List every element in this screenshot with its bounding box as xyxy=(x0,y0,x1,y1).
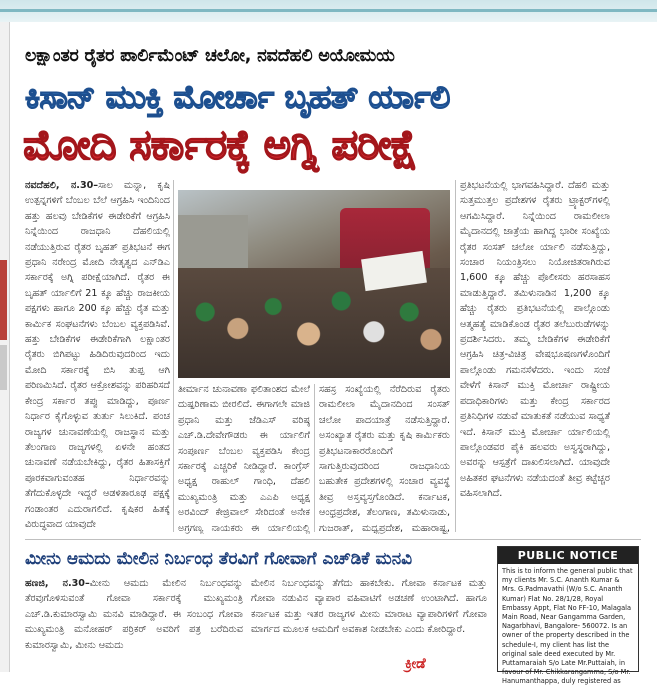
public-notice-body: This is to inform the general public that my clients Mr. S.C. Ananth Kumar & Mrs. G.Padmavathi (W/o S.C. Ananth Kumar) Flat No. 28/1/28, Royal Embassy Appt, Flat No FF-10, Malagala Main Road, Near Gangamma Garden, Nagarbhavi, Bangalore- 560072. Is an owner of the property described in the schedule-I, my client has list the original sale deed executed by Mr. Puttamaraiah S/o Late Mr.Puttaiah, in favour of Mr. Chikkarangamma, S/o Mr. Hanumanthappa, duly registered as xyxy=(502,567,633,686)
article-column-4 xyxy=(460,178,610,533)
adjacent-page-grey-strip xyxy=(0,345,7,390)
column-divider xyxy=(314,384,315,532)
sub-story-dateline: ಹಣಜಿ, ನ.30– xyxy=(25,578,90,589)
adjacent-page-red-strip xyxy=(0,260,7,340)
article-column-1 xyxy=(25,178,170,533)
column-divider xyxy=(173,180,174,532)
article-dateline: ನವದೆಹಲಿ, ನ.30– xyxy=(25,180,99,191)
column-divider xyxy=(455,180,456,532)
article-column-3-text: ಸಹಸ್ರ ಸಂಖ್ಯೆಯಲ್ಲಿ ನೆರೆದಿರುವ ರೈತರು ರಾಮಲೀಲಾ ಮೈದಾನದಿಂದ ಸಂಸತ್ ಚಲೋ ಪಾದಯಾತ್ರೆ ನಡೆಸುತ್ತಿದ್ದಾರೆ. ಅಸಂಖ್ಯಾತ ರೈತರು ಮತ್ತು ಕೃಷಿ ಕಾರ್ಮಿಕರು ಪ್ರತಿಭಟನಾಕಾರರೊಂದಿಗೆ ಸಾಗುತ್ತಿರುವುದರಿಂದ ರಾಜಧಾನಿಯ ಬಹುತೇಕ ಪ್ರದೇಶಗಳಲ್ಲಿ ಸಂಚಾರ ವ್ಯವಸ್ಥೆ ತೀವ್ರ ಅಸ್ತವ್ಯಸ್ತಗೊಂಡಿದೆ. ಕರ್ನಾಟಕ, ಆಂಧ್ರಪ್ರದೇಶ, ತೆಲಂಗಾಣ, ತಮಿಳುನಾಡು, ಗುಜರಾತ್, ಮಧ್ಯಪ್ರದೇಶ, ಮಹಾರಾಷ್ಟ್ರ, xyxy=(319,384,450,534)
public-notice-title: PUBLIC NOTICE xyxy=(498,547,638,564)
article-column-4-text: ಪ್ರತಿಭಟನೆಯಲ್ಲಿ ಭಾಗವಹಿಸಿದ್ದಾರೆ. ದೆಹಲಿ ಮತ್ತು ಸುತ್ತಮುತ್ತಲ ಪ್ರದೇಶಗಳ ರೈತರು ಟ್ರ್ಯಾಕ್ಟರ್‌ಗಳಲ್ಲಿ ಆಗಮಿಸಿದ್ದಾರೆ. ನಿನ್ನೆಯಿಂದ ರಾಮಲೀಲಾ ಮೈದಾನದಲ್ಲಿ ಜಾತ್ರೆಯ ಹಾಗಿದ್ದ ಭಾರೀ ಸಂಖ್ಯೆಯ ರೈತರ ಸಂಸತ್ ಚಲೋ ರ್ಯಾಲಿ ನಡೆಸುತ್ತಿದ್ದು, ಸಂಚಾರ ನಿಯಂತ್ರಿಸಲು ನಿಯೋಜಿತರಾಗಿರುವ 1,600 ಕ್ಕೂ ಹೆಚ್ಚು ಪೊಲೀಸರು ಹರಸಾಹಸ ಮಾಡುತ್ತಿದ್ದಾರೆ. ತಮಿಳುನಾಡಿನ 1,200 ಕ್ಕೂ ಹೆಚ್ಚು ರೈತರು ಪ್ರತಿಭಟನೆಯಲ್ಲಿ ಪಾಲ್ಗೊಂಡು ಆತ್ಮಹತ್ಯೆ ಮಾಡಿಕೊಂಡ ರೈತರ ತಲೆಬುರುಡೆಗಳನ್ನು ಪ್ರದರ್ಶಿಸಿದರು. ತಮ್ಮ ಬೇಡಿಕೆಗಳ ಈಡೇರಿಕೆಗೆ ಆಗ್ರಹಿಸಿ ಚಿತ್ರ-ವಿಚಿತ್ರ ವೇಷಭೂಷಣಗಳೊಂದಿಗೆ ಪಾಲ್ಗೊಂಡು ಗಮನಸೆಳೆದರು. ಇಂದು ಸಂಜೆ ವೇಳೆಗೆ ಕಿಸಾನ್ ಮುಕ್ತಿ ಮೋರ್ಚಾ ರಾಷ್ಟ್ರೀಯ ಪದಾಧಿಕಾರಿಗಳು ಮತ್ತು ಕೇಂದ್ರ ಸರ್ಕಾರದ ಪ್ರತಿನಿಧಿಗಳ ನಡುವೆ ಮಾತುಕತೆ ನಡೆಯುವ ಸಾಧ್ಯತೆ ಇದೆ. ಕಿಸಾನ್ ಮುಕ್ತಿ ಮೋರ್ಚಾ ರ್ಯಾಲಿಯಲ್ಲಿ ಪಾಲ್ಗೊಂಡವರ ಪೈಕಿ ಹಲವರು ಅಸ್ವಸ್ಥರಾಗಿದ್ದು, ಅವರನ್ನು ಆಸ್ಪತ್ರೆಗೆ ದಾಖಲಿಸಲಾಗಿದೆ. ಯಾವುದೇ ಅಹಿತಕರ ಘಟನೆಗಳು ನಡೆಯದಂತೆ ತೀವ್ರ ಕಟ್ಟೆಚ್ಚರ ವಹಿಸಲಾಗಿದೆ. xyxy=(460,180,610,500)
article-column-3 xyxy=(319,382,450,534)
section-divider xyxy=(25,539,641,540)
story-headline: ಮೋದಿ ಸರ್ಕಾರಕ್ಕೆ ಅಗ್ನಿ ಪರೀಕ್ಷೆ xyxy=(23,120,417,169)
top-band-line xyxy=(0,9,657,12)
sub-story-column-1-text: ಮೀನು ಆಮದು ಮೇಲಿನ ನಿರ್ಬಂಧವನ್ನು ತೆರವುಗೊಳಿಸುವಂತೆ ಗೋವಾ ಸರ್ಕಾರಕ್ಕೆ ಮುಖ್ಯಮಂತ್ರಿ ಎಚ್.ಡಿ.ಕುಮಾರಸ್ವಾಮಿ ಮನವಿ ಮಾಡಿದ್ದಾರೆ. ಈ ಸಂಬಂಧ ಗೋವಾ ಮುಖ್ಯಮಂತ್ರಿ ಮನೋಹರ್ ಪರ್ರಿಕರ್ ಅವರಿಗೆ ಪತ್ರ ಬರೆದಿರುವ ಕುಮಾರಸ್ವಾಮಿ, ಮೀನು ಆಮದು xyxy=(25,578,243,651)
sub-story-column-2-text: ಮೇಲಿನ ನಿರ್ಬಂಧವನ್ನು ತೆಗೆದು ಹಾಕಬೇಕು. ಗೋವಾ ಕರ್ನಾಟಕ ಮತ್ತು ಗೋವಾ ನಡುವಿನ ವ್ಯಾಪಾರ ವಹಿವಾಟಿಗೆ ಅಡಚಣೆ ಉಂಟಾಗಿದೆ. ಹಾಗೂ ಕರ್ನಾಟಕ ಮತ್ತು ಇತರ ರಾಜ್ಯಗಳ ಮೀನು ಮಾರಾಟ ವ್ಯಾಪಾರಿಗಳಿಗೆ ಗೋವಾ ಮಾರ್ಗದ ಮೂಲಕ ಆಮದಿಗೆ ಅವಕಾಶ ನೀಡಬೇಕು ಎಂದು ಕೋರಿದ್ದಾರೆ. xyxy=(251,578,487,636)
farmers-rally-photo xyxy=(178,190,450,378)
story-deck: ಕಿಸಾನ್ ಮುಕ್ತಿ ಮೋರ್ಚಾ ಬೃಹತ್ ರ್ಯಾಲಿ xyxy=(25,78,450,116)
article-column-1-text: ಸಾಲ ಮನ್ನಾ, ಕೃಷಿ ಉತ್ಪನ್ನಗಳಿಗೆ ಬೆಂಬಲ ಬೆಲೆ ಆಗ್ರಹಿಸಿ ಇಂದಿನಿಂದ ಹತ್ತು ಹಲವು ಬೇಡಿಕೆಗಳ ಈಡೇರಿಕೆಗೆ ಆಗ್ರಹಿಸಿ ನಿನ್ನೆಯಿಂದ ರಾಜಧಾನಿ ದೆಹಲಿಯಲ್ಲಿ ನಡೆಯುತ್ತಿರುವ ರೈತರ ಬೃಹತ್ ಪ್ರತಿಭಟನೆ ಈಗ ಪ್ರಧಾನಿ ನರೇಂದ್ರ ಮೋದಿ ನೇತೃತ್ವದ ಎನ್‌ಡಿಎ ಸರ್ಕಾರಕ್ಕೆ ಅಗ್ನಿ ಪರೀಕ್ಷೆಯಾಗಿದೆ. ರೈತರ ಈ ಬೃಹತ್ ರ್ಯಾಲಿಗೆ 21 ಕ್ಕೂ ಹೆಚ್ಚು ರಾಜಕೀಯ ಪಕ್ಷಗಳು ಹಾಗೂ 200 ಕ್ಕೂ ಹೆಚ್ಚು ರೈತ ಮತ್ತು ಕಾರ್ಮಿಕ ಸಂಘಟನೆಗಳು ಬೆಂಬಲ ವ್ಯಕ್ತಪಡಿಸಿವೆ. ಹತ್ತು ಬೇಡಿಕೆಗಳ ಈಡೇರಿಕೆಗಾಗಿ ಲಕ್ಷಾಂತರ ರೈತರು ಬಿಗಿಪಟ್ಟು ಹಿಡಿದಿರುವುದರಿಂದ ಇದು ಮೋದಿ ಸರ್ಕಾರಕ್ಕೆ ಬಿಸಿ ತುಪ್ಪ ಆಗಿ ಪರಿಣಮಿಸಿದೆ. ರೈತರ ಆಕ್ರೋಶವನ್ನು ಪರಿಹರಿಸದೆ ಕೇಂದ್ರ ಸರ್ಕಾರ ತಪ್ಪು ಮಾಡಿದ್ದು, ಪೂರ್ಣ ನಿರ್ಧಾರ ಕೈಗೊಳ್ಳುವ ತುರ್ತು ಸಿಲುಕಿದೆ. ಪಂಚ ರಾಜ್ಯಗಳ ಚುನಾವಣೆಯಲ್ಲಿ ರಾಜಸ್ಥಾನ ಮತ್ತು ತೆಲಂಗಾಣ ರಾಜ್ಯಗಳಲ್ಲಿ ಏಳನೇ ಹಂತದ ಚುನಾವಣೆ ನಡೆಯಬೇಕಿದ್ದು, ರೈತರ ಹಿತಾಸಕ್ತಿಗೆ ಪೂರಕವಾಗುವಂತಹ ನಿರ್ಧಾರವನ್ನು ತೆಗೆದುಕೊಳ್ಳದೇ ಇದ್ದರೆ ಆಡಳಿತಾರೂಢ ಪಕ್ಷಕ್ಕೆ ಗಂಡಾಂತರ ಎದುರಾಗಲಿದೆ. ಕೃಷಿಕರ ಹಿತಕ್ಕೆ ವಿರುದ್ಧವಾದ ಯಾವುದೇ xyxy=(25,180,170,530)
article-column-2-text: ತೀರ್ಮಾನ ಚುನಾವಣಾ ಫಲಿತಾಂಶದ ಮೇಲೆ ದುಷ್ಪರಿಣಾಮ ಬೀರಲಿದೆ. ಈಗಾಗಲೇ ಮಾಜಿ ಪ್ರಧಾನಿ ಮತ್ತು ಜೆಡಿಎಸ್ ವರಿಷ್ಠ ಎಚ್.ಡಿ.ದೇವೇಗೌಡರು ಈ ರ್ಯಾಲಿಗೆ ಸಂಪೂರ್ಣ ಬೆಂಬಲ ವ್ಯಕ್ತಪಡಿಸಿ ಕೇಂದ್ರ ಸರ್ಕಾರಕ್ಕೆ ಎಚ್ಚರಿಕೆ ನೀಡಿದ್ದಾರೆ. ಕಾಂಗ್ರೆಸ್ ಅಧ್ಯಕ್ಷ ರಾಹುಲ್ ಗಾಂಧಿ, ದೆಹಲಿ ಮುಖ್ಯಮಂತ್ರಿ ಮತ್ತು ಎಎಪಿ ಅಧ್ಯಕ್ಷ ಅರವಿಂದ್ ಕೇಜ್ರಿವಾಲ್ ಸೇರಿದಂತೆ ಅನೇಕ ಅಗ್ರಗಣ್ಯ ನಾಯಕರು ಈ ರ್ಯಾಲಿಯಲ್ಲಿ xyxy=(178,384,310,534)
article-column-2 xyxy=(178,382,310,534)
sub-story-column-1 xyxy=(25,576,243,654)
sub-story-headline: ಮೀನು ಆಮದು ಮೇಲಿನ ನಿರ್ಬಂಧ ತೆರವಿಗೆ ಗೋವಾಗೆ ಎಚ್‌ಡಿಕೆ ಮನವಿ xyxy=(25,549,413,569)
top-color-band xyxy=(0,0,657,22)
story-kicker: ಲಕ್ಷಾಂತರ ರೈತರ ಪಾರ್ಲಿಮೆಂಟ್ ಚಲೋ, ನವದೆಹಲಿ ಅಯೋಮಯ xyxy=(25,46,395,66)
next-story-teaser: ಕ್ರೀಡೆ xyxy=(405,656,426,672)
newspaper-page xyxy=(15,30,655,686)
public-notice-box xyxy=(497,546,639,686)
sub-story-column-2 xyxy=(251,576,487,654)
